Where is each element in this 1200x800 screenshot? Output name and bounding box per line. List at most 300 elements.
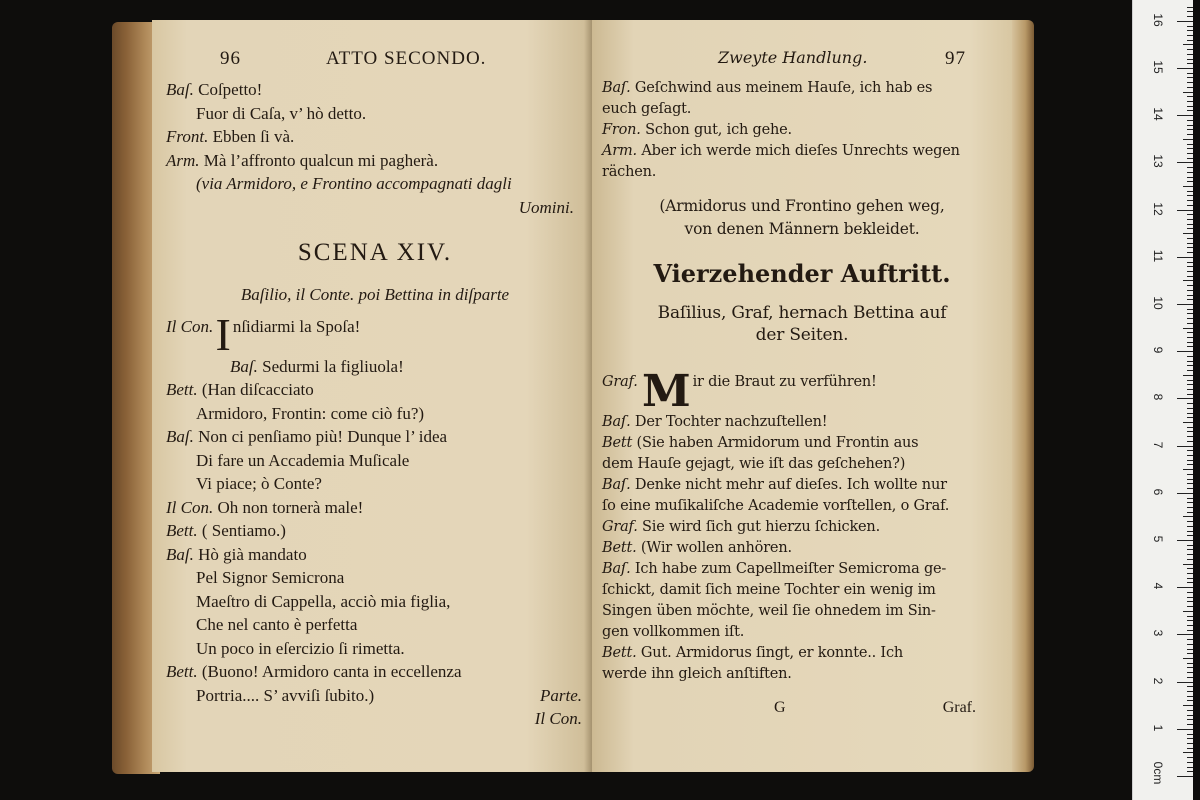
- ruler-tick: [1187, 743, 1193, 744]
- line-text: Ich habe zum Capellmeiſter Semicroma ge-: [634, 561, 947, 577]
- ruler-tick: [1187, 677, 1193, 678]
- ruler-tick: [1187, 479, 1193, 480]
- characters-line-2: der Seiten.: [755, 325, 849, 345]
- line-text: Che nel canto è perfetta: [196, 615, 358, 634]
- right-catchword: Graf.: [942, 699, 976, 716]
- ruler-tick: [1187, 394, 1193, 395]
- ruler-tick: [1187, 73, 1193, 74]
- speaker-label: Graf.: [602, 374, 638, 390]
- ruler-tick: [1183, 705, 1193, 706]
- ruler-unit-label: 0cm: [1151, 761, 1165, 785]
- dialogue-line: [166, 496, 584, 520]
- ruler-tick: [1187, 77, 1193, 78]
- ruler-tick: [1187, 436, 1193, 437]
- dialogue-line: [602, 162, 1002, 183]
- ruler-tick: [1187, 346, 1193, 347]
- dialogue-line: [602, 580, 1002, 601]
- line-text: Vi piace; ò Conte?: [196, 474, 322, 493]
- ruler-tick: [1187, 337, 1193, 338]
- ruler-tick: [1187, 172, 1193, 173]
- line-text: Non ci penſiamo più! Dunque l’ idea: [198, 427, 448, 446]
- speaker-label: Bett.: [602, 645, 637, 661]
- ruler-tick: [1183, 658, 1193, 659]
- ruler-number: 14: [1151, 107, 1165, 121]
- ruler-tick: [1177, 493, 1193, 494]
- dialogue-line: [602, 664, 1002, 685]
- ruler-number: 9: [1151, 346, 1165, 354]
- line-text: (Han diſcacciato: [201, 380, 314, 399]
- ruler-tick: [1187, 356, 1193, 357]
- ruler-tick: [1187, 606, 1193, 607]
- ruler-tick: [1187, 247, 1193, 248]
- dialogue-line: [602, 517, 1002, 538]
- ruler-tick: [1177, 351, 1193, 352]
- line-text: Armidoro, Frontin: come ciò fu?): [196, 403, 425, 423]
- line-text: Pel Signor Semicrona: [196, 568, 345, 587]
- ruler-tick: [1177, 68, 1193, 69]
- ruler-tick: [1177, 729, 1193, 730]
- ruler-tick: [1187, 597, 1193, 598]
- ruler-tick: [1187, 110, 1193, 111]
- ruler-tick: [1187, 686, 1193, 687]
- ruler-tick: [1187, 228, 1193, 229]
- ruler-tick: [1187, 521, 1193, 522]
- dialogue-line: [602, 622, 1002, 643]
- dialogue-line: [166, 519, 584, 543]
- dialogue-line: [602, 78, 1002, 99]
- line-text: ſo eine muſikaliſche Academie vorſtellen, o Graf.: [602, 498, 950, 514]
- ruler-tick: [1183, 469, 1193, 470]
- left-catchword: Il Con.: [534, 709, 582, 728]
- line-text: Maeſtro di Cappella, acciò mia figlia,: [196, 591, 451, 611]
- right-characters: [602, 302, 1002, 346]
- ruler-tick: [1187, 285, 1193, 286]
- ruler-tick: [1187, 125, 1193, 126]
- ruler-tick: [1187, 738, 1193, 739]
- ruler-tick: [1187, 134, 1193, 135]
- ruler-tick: [1187, 649, 1193, 650]
- ruler-tick: [1187, 384, 1193, 385]
- ruler-tick: [1183, 422, 1193, 423]
- speaker-label: Arm.: [166, 150, 200, 170]
- ruler-tick: [1177, 540, 1193, 541]
- dialogue-line: [166, 684, 584, 708]
- ruler-tick: [1187, 238, 1193, 239]
- dialogue-line: [166, 149, 584, 173]
- dialogue-line: [166, 402, 584, 426]
- dialogue-line: [166, 196, 584, 220]
- right-top-dialogue: [602, 78, 1002, 183]
- line-text: Hò già mandato: [198, 544, 307, 564]
- ruler-tick: [1183, 375, 1193, 376]
- ruler-tick: [1187, 63, 1193, 64]
- ruler-tick: [1187, 507, 1193, 508]
- ruler-tick: [1177, 682, 1193, 683]
- ruler-tick: [1187, 639, 1193, 640]
- ruler-tick: [1187, 101, 1193, 102]
- line-text: Di fare un Accademia Muſicale: [196, 450, 410, 470]
- ruler-tick: [1187, 82, 1193, 83]
- dialogue-line: [166, 172, 584, 196]
- ruler-tick: [1187, 16, 1193, 17]
- ruler-tick: [1187, 625, 1193, 626]
- line-text: (Sie haben Armidorum und Frontin aus: [636, 435, 919, 451]
- ruler-tick: [1177, 446, 1193, 447]
- line-text: Portria.... S’ avviſi ſubito.): [196, 685, 375, 705]
- left-scene-dialogue: [166, 308, 584, 708]
- right-scene-dialogue: [602, 366, 1002, 685]
- ruler-tick: [1183, 233, 1193, 234]
- characters-line-1: Baſilius, Graf, hernach Bettina auf: [657, 303, 947, 323]
- ruler-tick: [1187, 30, 1193, 31]
- dialogue-line: [166, 637, 584, 661]
- exit-direction: Parte.: [539, 685, 582, 705]
- ruler-tick: [1187, 290, 1193, 291]
- ruler-tick: [1187, 205, 1193, 206]
- dialogue-line: [602, 99, 1002, 120]
- speaker-label: Bett: [602, 435, 633, 451]
- ruler-tick: [1187, 498, 1193, 499]
- left-characters: Baſilio, il Conte. poi Bettina in diſparte: [240, 285, 510, 304]
- line-text: Ebben ſi và.: [212, 127, 295, 146]
- line-text: gen vollkommen iſt.: [602, 624, 745, 640]
- speaker-label: Bett.: [166, 380, 198, 399]
- ruler-tick: [1177, 21, 1193, 22]
- ruler-tick: [1187, 724, 1193, 725]
- ruler-number: 2: [1151, 677, 1165, 684]
- ruler-tick: [1187, 54, 1193, 55]
- open-book: [112, 12, 1034, 778]
- ruler-tick: [1187, 545, 1193, 546]
- ruler-tick: [1183, 139, 1193, 140]
- ruler-number: 13: [1151, 154, 1165, 169]
- ruler-tick: [1187, 474, 1193, 475]
- ruler-tick: [1177, 587, 1193, 588]
- ruler-tick: [1177, 634, 1193, 635]
- dialogue-line: [602, 643, 1002, 664]
- ruler-tick: [1187, 59, 1193, 60]
- right-stage-direction: [602, 195, 1002, 241]
- ruler-number: 4: [1151, 582, 1165, 590]
- ruler-tick: [1187, 49, 1193, 50]
- speaker-label: Bett.: [166, 662, 198, 681]
- left-running-title: ATTO SECONDO.: [326, 48, 487, 69]
- line-text: nſidiarmi la Spoſa!: [232, 316, 361, 336]
- ruler-tick: [1177, 304, 1193, 305]
- ruler-number: 6: [1151, 488, 1165, 496]
- dialogue-line: [166, 378, 584, 402]
- ruler-tick: [1187, 568, 1193, 569]
- right-page-footer: [602, 699, 1002, 729]
- ruler-tick: [1187, 299, 1193, 300]
- ruler-tick: [1187, 748, 1193, 749]
- line-text: Aber ich werde mich dieſes Unrechts wegen: [641, 143, 960, 159]
- ruler-tick: [1183, 752, 1193, 753]
- ruler-tick: [1187, 559, 1193, 560]
- line-text: Singen üben möchte, weil ſie ohnedem im Sin-: [602, 603, 936, 619]
- dialogue-line: [602, 412, 1002, 433]
- line-text: (Wir wollen anhören.: [640, 540, 792, 556]
- ruler-tick: [1187, 262, 1193, 263]
- dialogue-line: [602, 120, 1002, 141]
- speaker-label: Fron.: [602, 122, 641, 138]
- dialogue-line: [166, 308, 584, 360]
- ruler-tick: [1187, 120, 1193, 121]
- right-page-number: 97: [945, 48, 966, 69]
- ruler-tick: [1187, 667, 1193, 668]
- line-text: (Buono! Armidoro canta in eccellenza: [201, 662, 462, 681]
- ruler-tick: [1187, 427, 1193, 428]
- speaker-label: Il Con.: [166, 316, 214, 336]
- ruler-tick: [1187, 106, 1193, 107]
- ruler-tick: [1187, 549, 1193, 550]
- dialogue-line: [602, 366, 1002, 417]
- ruler-tick: [1187, 464, 1193, 465]
- ruler-tick: [1187, 191, 1193, 192]
- ruler-tick: [1187, 271, 1193, 272]
- line-text: (via Armidoro, e Frontino accompagnati dagli: [196, 174, 512, 193]
- ruler-tick: [1187, 167, 1193, 168]
- line-text: werde ihn gleich anſtiften.: [602, 666, 792, 682]
- dialogue-line: [602, 141, 1002, 162]
- speaker-label: Baſ.: [166, 544, 194, 564]
- ruler-tick: [1187, 380, 1193, 381]
- ruler-tick: [1187, 762, 1193, 763]
- ruler-number: 3: [1151, 630, 1165, 637]
- ruler-number: 11: [1151, 249, 1165, 263]
- ruler-number: 10: [1151, 296, 1165, 310]
- ruler-tick: [1187, 644, 1193, 645]
- line-text: Oh non tornerà male!: [217, 497, 364, 517]
- ruler-tick: [1183, 44, 1193, 45]
- dialogue-line: [166, 566, 584, 590]
- ruler-tick: [1187, 26, 1193, 27]
- ruler-tick: [1187, 370, 1193, 371]
- dialogue-line: [166, 590, 584, 614]
- ruler-tick: [1187, 450, 1193, 451]
- line-text: Uomini.: [518, 197, 574, 217]
- ruler-tick: [1187, 700, 1193, 701]
- ruler-tick: [1187, 224, 1193, 225]
- ruler-tick: [1187, 526, 1193, 527]
- ruler-tick: [1187, 403, 1193, 404]
- dialogue-line: [166, 449, 584, 473]
- line-text: Un poco in eſercizio ſi rimetta.: [196, 638, 405, 658]
- ruler-tick: [1187, 663, 1193, 664]
- ruler-tick: [1187, 200, 1193, 201]
- ruler-tick: [1187, 672, 1193, 673]
- dialogue-line: [602, 496, 1002, 517]
- dialogue-line: [602, 475, 1002, 496]
- speaker-label: Arm.: [602, 143, 637, 159]
- ruler-number: 8: [1151, 394, 1165, 401]
- ruler-tick: [1187, 592, 1193, 593]
- ruler-tick: [1187, 158, 1193, 159]
- line-text: Geſchwind aus meinem Hauſe, ich hab es: [634, 80, 933, 96]
- dialogue-line: [166, 543, 584, 567]
- ruler-tick: [1177, 210, 1193, 211]
- speaker-label: Baſ.: [602, 80, 631, 96]
- ruler-number: 16: [1151, 13, 1165, 27]
- ruler-tick: [1187, 573, 1193, 574]
- dialogue-line: [166, 425, 584, 449]
- left-scene-heading: SCENA XIV.: [297, 239, 453, 266]
- speaker-label: Baſ.: [602, 414, 631, 430]
- ruler-tick: [1187, 243, 1193, 244]
- ruler-tick: [1183, 92, 1193, 93]
- drop-cap: I: [215, 308, 231, 360]
- dialogue-line: [166, 125, 584, 149]
- ruler-number: 1: [1151, 724, 1165, 732]
- line-text: Denke nicht mehr auf dieſes. Ich wollte nur: [634, 477, 947, 493]
- ruler-tick: [1177, 398, 1193, 399]
- ruler-tick: [1187, 578, 1193, 579]
- ruler-tick: [1187, 620, 1193, 621]
- line-text: ( Sentiamo.): [201, 521, 286, 540]
- line-text: ir die Braut zu verführen!: [692, 374, 877, 390]
- ruler-tick: [1187, 219, 1193, 220]
- ruler-tick: [1187, 7, 1193, 8]
- ruler-tick: [1187, 332, 1193, 333]
- ruler-tick: [1187, 616, 1193, 617]
- dialogue-line: [602, 559, 1002, 580]
- dialogue-line: [602, 454, 1002, 475]
- ruler-tick: [1187, 719, 1193, 720]
- speaker-label: Graf.: [602, 519, 638, 535]
- ruler-tick: [1183, 280, 1193, 281]
- speaker-label: Front.: [166, 127, 209, 146]
- ruler-tick: [1187, 715, 1193, 716]
- ruler-tick: [1187, 148, 1193, 149]
- line-text: rächen.: [602, 164, 657, 180]
- dialogue-line: [602, 601, 1002, 622]
- speaker-label: Baſ.: [602, 561, 631, 577]
- ruler-tick: [1187, 441, 1193, 442]
- ruler-tick: [1187, 266, 1193, 267]
- ruler-tick: [1187, 653, 1193, 654]
- ruler-tick: [1177, 115, 1193, 116]
- speaker-label: Baſ.: [602, 477, 631, 493]
- ruler-tick: [1187, 630, 1193, 631]
- left-page-header: [166, 48, 584, 78]
- line-text: dem Hauſe gejagt, wie iſt das geſchehen?): [602, 456, 906, 472]
- line-text: ſchickt, damit ſich meine Tochter ein wenig im: [602, 582, 936, 598]
- line-text: Mà l’affronto qualcun mi pagherà.: [203, 150, 439, 170]
- ruler-tick: [1187, 417, 1193, 418]
- ruler-tick: [1187, 276, 1193, 277]
- ruler-tick: [1187, 413, 1193, 414]
- ruler-tick: [1187, 582, 1193, 583]
- ruler-tick: [1187, 601, 1193, 602]
- ruler-tick: [1177, 257, 1193, 258]
- right-scene-heading: Vierzehender Auftritt.: [653, 259, 951, 288]
- right-page-header: [602, 48, 1002, 78]
- dialogue-line: [166, 613, 584, 637]
- ruler-tick: [1187, 195, 1193, 196]
- stage-direction-line-2: von denen Männern bekleidet.: [684, 220, 920, 238]
- ruler-tick: [1187, 767, 1193, 768]
- ruler-tick: [1187, 129, 1193, 130]
- right-running-title: Zweyte Handlung.: [718, 48, 868, 67]
- measuring-ruler: [1132, 0, 1193, 800]
- drop-cap: M: [642, 366, 691, 417]
- ruler-tick: [1187, 365, 1193, 366]
- ruler-tick: [1187, 696, 1193, 697]
- ruler-tick: [1187, 153, 1193, 154]
- ruler-tick: [1177, 776, 1193, 777]
- ruler-tick: [1187, 323, 1193, 324]
- right-page: [592, 20, 1012, 772]
- ruler-tick: [1187, 502, 1193, 503]
- line-text: Fuor di Caſa, v’ hò detto.: [196, 103, 367, 123]
- ruler-tick: [1187, 488, 1193, 489]
- ruler-tick: [1187, 181, 1193, 182]
- ruler-number: 5: [1151, 535, 1165, 543]
- ruler-tick: [1187, 35, 1193, 36]
- speaker-label: Bett.: [602, 540, 637, 556]
- left-page: [152, 20, 592, 772]
- ruler-tick: [1183, 186, 1193, 187]
- ruler-tick: [1187, 313, 1193, 314]
- speaker-label: Bett.: [166, 521, 198, 540]
- dialogue-line: [166, 78, 584, 102]
- ruler-tick: [1187, 512, 1193, 513]
- ruler-tick: [1187, 460, 1193, 461]
- ruler-tick: [1187, 535, 1193, 536]
- dialogue-line: [166, 102, 584, 126]
- ruler-tick: [1183, 564, 1193, 565]
- left-page-number: 96: [220, 48, 241, 69]
- speaker-label: Baſ.: [166, 80, 194, 99]
- ruler-tick: [1187, 734, 1193, 735]
- ruler-tick: [1187, 295, 1193, 296]
- ruler-tick: [1187, 96, 1193, 97]
- ruler-tick: [1187, 214, 1193, 215]
- stage-direction-line-1: (Armidorus und Frontino gehen weg,: [659, 197, 945, 215]
- ruler-tick: [1187, 342, 1193, 343]
- ruler-tick: [1187, 554, 1193, 555]
- ruler-tick: [1187, 691, 1193, 692]
- ruler-tick: [1187, 408, 1193, 409]
- speaker-label: Baſ.: [230, 356, 258, 376]
- book-edge-right: [1012, 20, 1034, 772]
- ruler-tick: [1187, 771, 1193, 772]
- line-text: Schon gut, ich gehe.: [645, 122, 792, 138]
- ruler-tick: [1187, 177, 1193, 178]
- ruler-tick: [1187, 431, 1193, 432]
- ruler-tick: [1183, 328, 1193, 329]
- ruler-tick: [1177, 162, 1193, 163]
- ruler-tick: [1183, 611, 1193, 612]
- ruler-tick: [1187, 40, 1193, 41]
- ruler-tick: [1183, 516, 1193, 517]
- ruler-tick: [1187, 87, 1193, 88]
- line-text: Coſpetto!: [198, 80, 263, 99]
- ruler-tick: [1187, 389, 1193, 390]
- signature-mark: G: [774, 699, 786, 716]
- line-text: Gut. Armidorus ſingt, er konnte.. Ich: [640, 645, 904, 661]
- speaker-label: Baſ.: [166, 427, 194, 446]
- line-text: Sie wird ſich gut hierzu ſchicken.: [642, 519, 880, 535]
- dialogue-line: [602, 538, 1002, 559]
- ruler-number: 15: [1151, 60, 1165, 74]
- ruler-tick: [1187, 710, 1193, 711]
- ruler-number: 7: [1151, 441, 1165, 448]
- ruler-tick: [1187, 361, 1193, 362]
- ruler-tick: [1187, 309, 1193, 310]
- ruler-tick: [1187, 757, 1193, 758]
- ruler-tick: [1187, 318, 1193, 319]
